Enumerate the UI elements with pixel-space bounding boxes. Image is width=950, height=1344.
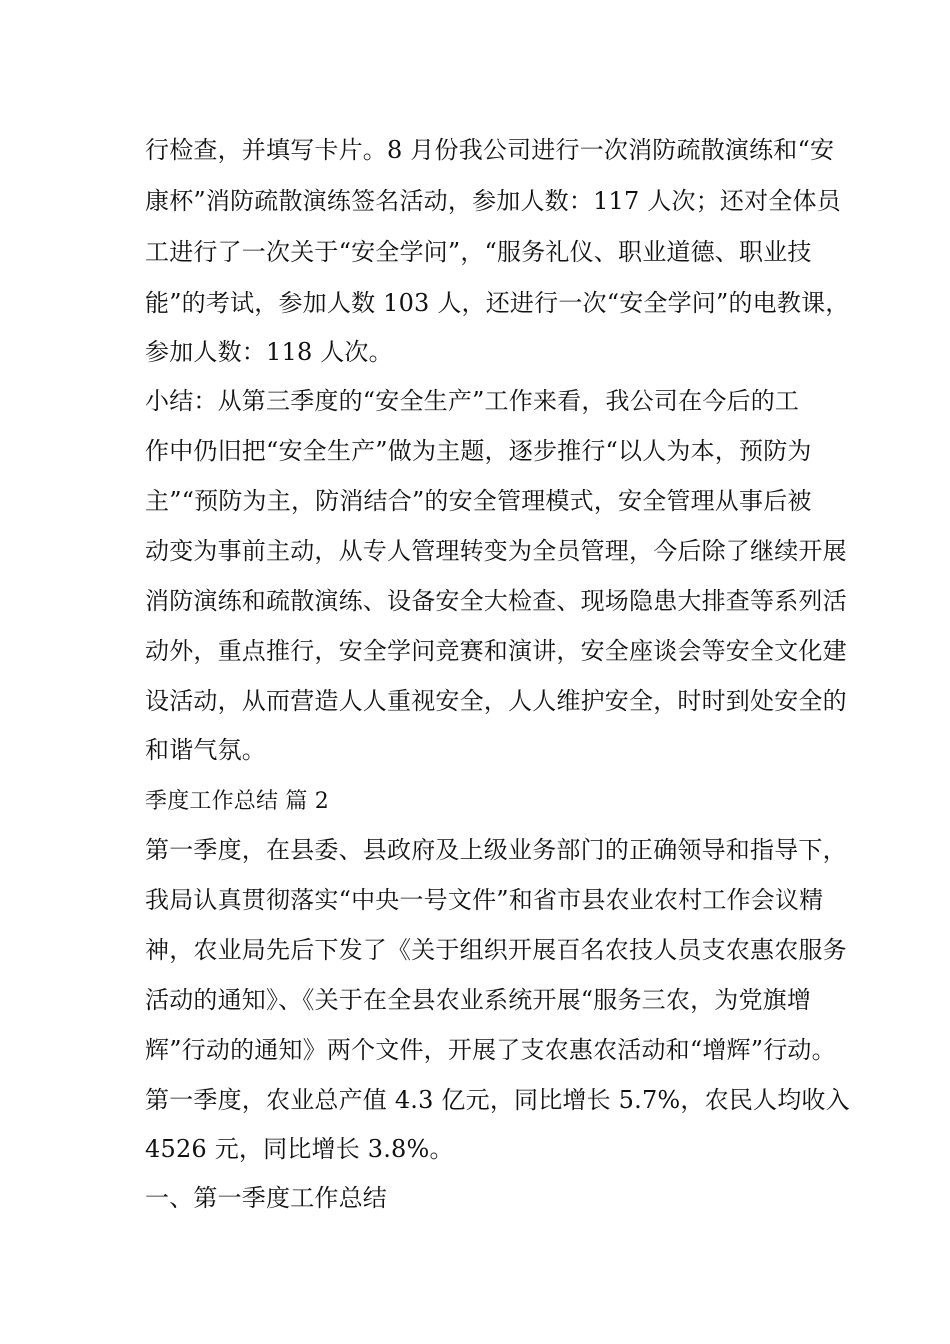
text-line: 活动的通知》、《关于在全县农业系统开展“服务三农，为党旗增 — [145, 986, 812, 1014]
text-line: 行检查，并填写卡片。8 月份我公司进行一次消防疏散演练和“安 — [145, 136, 835, 164]
text-line: 参加人数：118 人次。 — [145, 338, 393, 366]
text-line: 小结：从第三季度的“安全生产”工作来看，我公司在今后的工 — [145, 387, 800, 415]
text-line: 主”“预防为主，防消结合”的安全管理模式，安全管理从事后被 — [145, 487, 812, 515]
text-line: 4526 元，同比增长 3.8%。 — [145, 1135, 454, 1163]
text-line: 神，农业局先后下发了《关于组织开展百名农技人员支农惠农服务 — [145, 936, 847, 964]
text-line: 第一季度，农业总产值 4.3 亿元，同比增长 5.7%，农民人均收入 — [145, 1086, 850, 1114]
text-line: 康杯”消防疏散演练签名活动，参加人数：117 人次；还对全体员 — [145, 187, 841, 215]
text-line: 消防演练和疏散演练、设备安全大检查、现场隐患大排查等系列活 — [145, 587, 847, 615]
subsection-heading: 一、第一季度工作总结 — [145, 1184, 387, 1212]
text-line: 动外，重点推行，安全学问竞赛和演讲，安全座谈会等安全文化建 — [145, 637, 847, 665]
text-line: 工进行了一次关于“安全学问”，“服务礼仪、职业道德、职业技 — [145, 238, 812, 266]
text-line: 第一季度，在县委、县政府及上级业务部门的正确领导和指导下， — [145, 836, 847, 864]
text-line: 动变为事前主动，从专人管理转变为全员管理，今后除了继续开展 — [145, 537, 847, 565]
text-line: 辉”行动的通知》两个文件，开展了支农惠农活动和“增辉”行动。 — [145, 1036, 836, 1064]
text-line: 我局认真贯彻落实“中央一号文件”和省市县农业农村工作会议精 — [145, 886, 824, 914]
text-line: 和谐气氛。 — [145, 736, 266, 764]
text-line: 作中仍旧把“安全生产”做为主题，逐步推行“以人为本，预防为 — [145, 437, 812, 465]
text-line: 设活动，从而营造人人重视安全，人人维护安全，时时到处安全的 — [145, 687, 847, 715]
section-heading: 季度工作总结 篇 2 — [145, 789, 329, 814]
text-line: 能”的考试，参加人数 103 人，还进行一次“安全学问”的电教课， — [145, 289, 850, 317]
